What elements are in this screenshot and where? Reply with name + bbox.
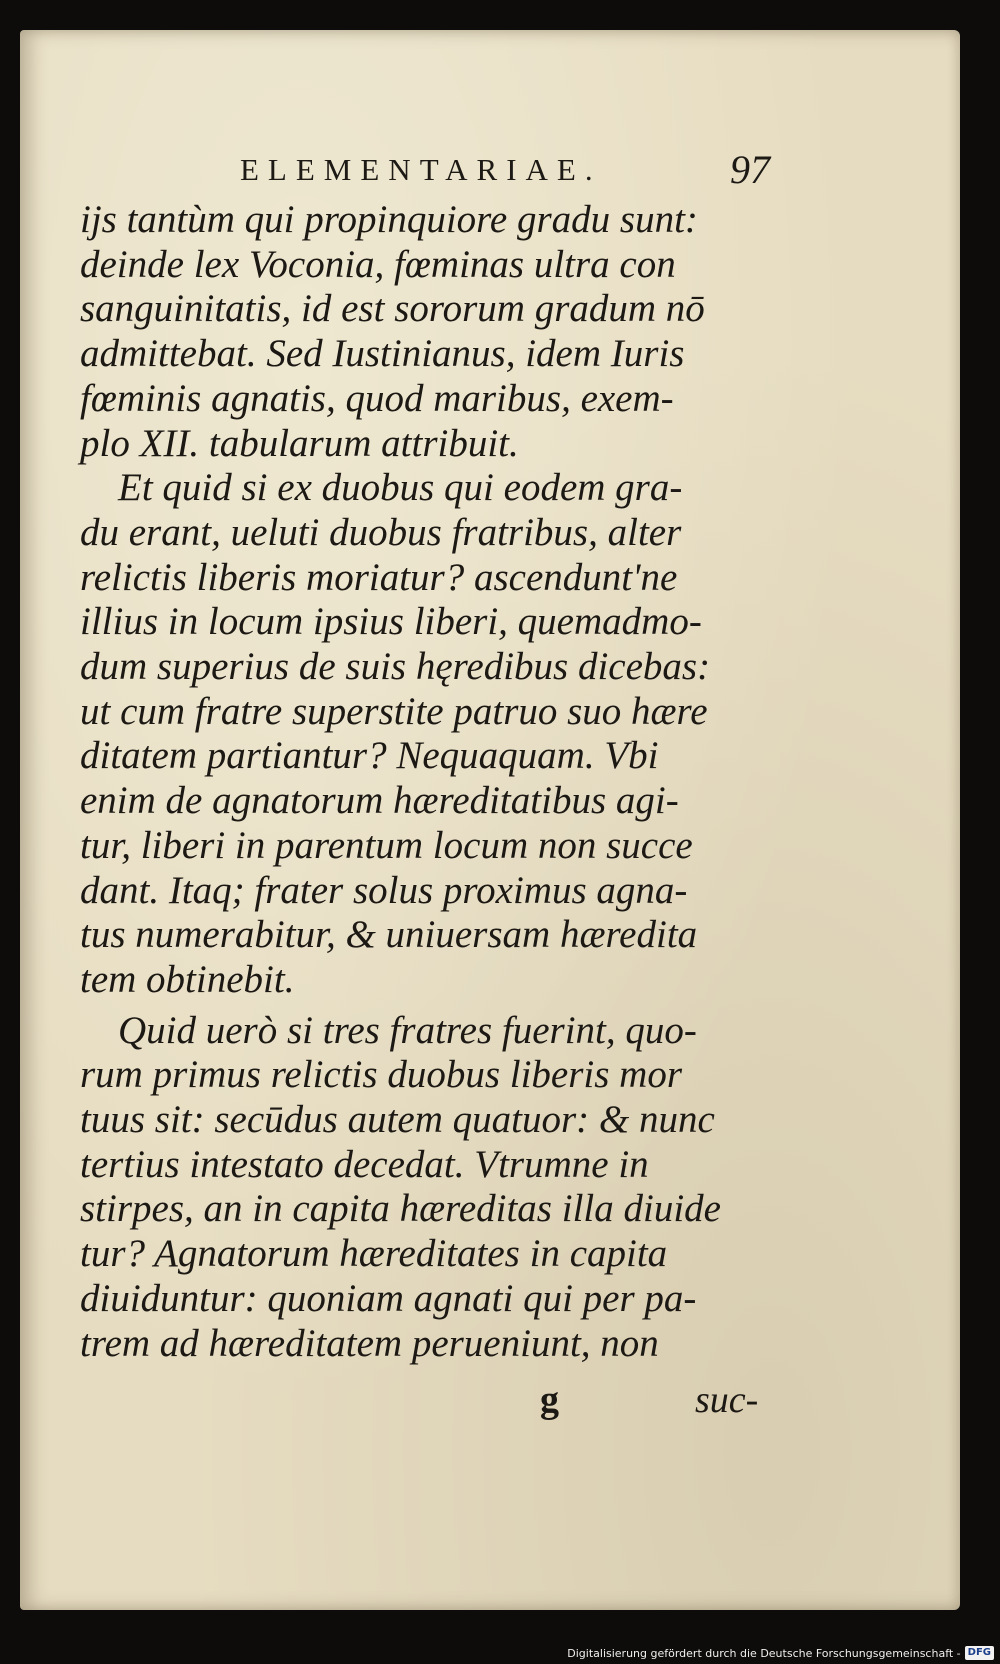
text-line: rum primus relictis duobus liberis mor xyxy=(80,1053,683,1097)
text-line: deinde lex Voconia, fœminas ultra con xyxy=(80,242,676,286)
digitization-footer xyxy=(567,1646,994,1660)
text-line: illius in locum ipsius liberi, quemadmo- xyxy=(80,600,702,644)
book-page xyxy=(20,30,960,1610)
text-line: du erant, ueluti duobus fratribus, alter xyxy=(80,510,682,554)
text-line: admittebat. Sed Iustinianus, idem Iuris xyxy=(80,332,685,376)
text-line: tuus sit: secūdus autem quatuor: & nunc xyxy=(80,1098,715,1142)
text-line: relictis liberis moriatur? ascendunt'ne xyxy=(80,555,678,599)
page-number: 97 xyxy=(730,147,770,192)
text-line: tem obtinebit. xyxy=(80,957,295,1001)
catchword: suc- xyxy=(695,1379,759,1421)
text-line: fœminis agnatis, quod maribus, exem- xyxy=(80,376,674,420)
text-line: diuiduntur: quoniam agnati qui per pa- xyxy=(80,1276,697,1320)
text-line: tur? Agnatorum hæreditates in capita xyxy=(80,1232,668,1276)
signature-mark: g xyxy=(540,1379,559,1421)
text-line: tus numerabitur, & uniuersam hæredita xyxy=(80,913,698,957)
text-line: stirpes, an in capita hæreditas illa diuide xyxy=(80,1187,721,1231)
text-line: Quid uerò si tres fratres fuerint, quo- xyxy=(118,1008,697,1052)
body-text xyxy=(80,198,800,1366)
text-line: ijs tantùm qui propinquiore gradu sunt: xyxy=(80,198,698,241)
catchword-line xyxy=(20,1378,960,1428)
text-line: dant. Itaq; frater solus proximus agna- xyxy=(80,868,688,912)
running-head xyxy=(20,142,960,202)
text-line: ut cum fratre superstite patruo suo hære xyxy=(80,689,708,733)
dfg-logo-icon: DFG xyxy=(965,1646,994,1660)
text-line: ditatem partiantur? Nequaquam. Vbi xyxy=(80,734,659,778)
text-line: tur, liberi in parentum locum non succe xyxy=(80,823,693,867)
text-line: plo XII. tabularum attribuit. xyxy=(80,421,519,465)
text-line: tertius intestato decedat. Vtrumne in xyxy=(80,1142,649,1186)
footer-text: Digitalisierung gefördert durch die Deutsche Forschungsgemeinschaft - xyxy=(567,1646,961,1660)
text-line: enim de agnatorum hæreditatibus agi- xyxy=(80,779,679,823)
text-line: Et quid si ex duobus qui eodem gra- xyxy=(118,466,683,510)
text-line: dum superius de suis hęredibus dicebas: xyxy=(80,645,711,689)
running-head-title: ELEMENTARIAE. xyxy=(240,152,602,187)
text-line: sanguinitatis, id est sororum gradum nō xyxy=(80,287,705,331)
text-line: trem ad hæreditatem perueniunt, non xyxy=(80,1321,659,1365)
